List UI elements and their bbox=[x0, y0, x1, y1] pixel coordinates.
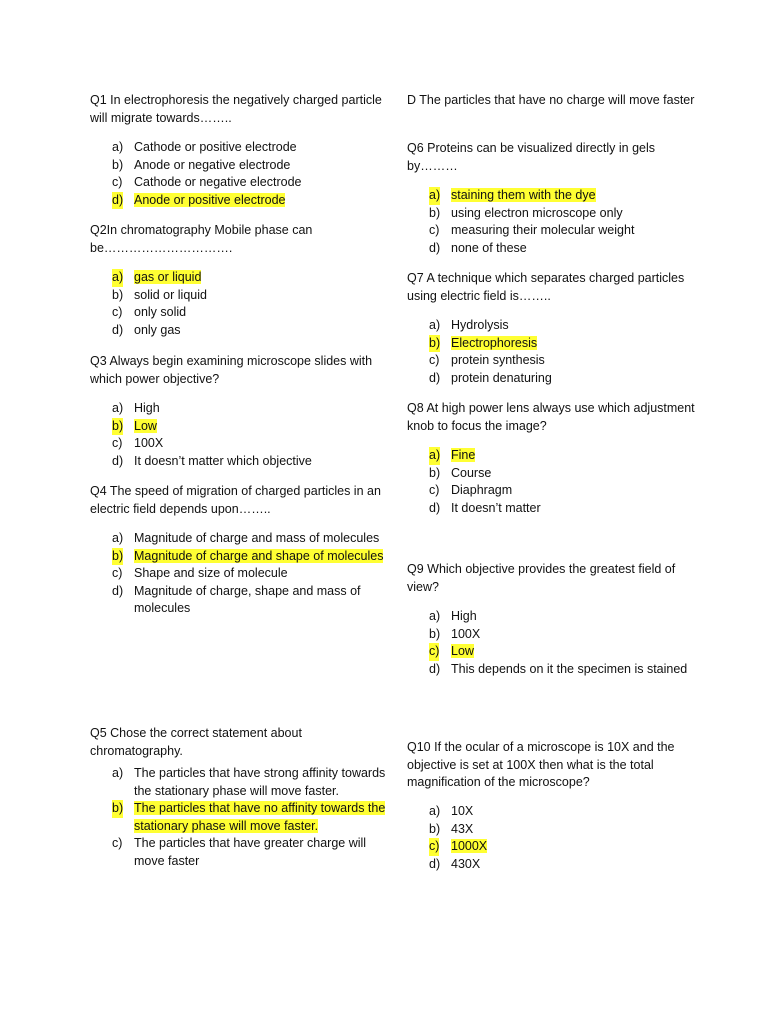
answer-option bbox=[90, 304, 390, 322]
answer-option-correct bbox=[407, 643, 697, 661]
answer-option bbox=[90, 765, 390, 800]
question-text: Q4 The speed of migration of charged particles in an electric field depends upon…….. bbox=[90, 484, 381, 516]
option-text: none of these bbox=[451, 240, 527, 255]
option-list bbox=[90, 400, 390, 470]
option-text: only gas bbox=[134, 322, 181, 337]
option-text: High bbox=[451, 609, 477, 623]
option-letter: d) bbox=[429, 240, 441, 255]
answer-option bbox=[407, 352, 697, 370]
question-text: Q6 Proteins can be visualized directly in gels by……… bbox=[407, 141, 656, 173]
question-text: Q8 At high power lens always use which adjustment knob to focus the image? bbox=[407, 401, 695, 433]
option-letter: b) bbox=[112, 800, 123, 818]
option-letter: a) bbox=[112, 269, 123, 287]
question-text: Q5 Chose the correct statement about chromatography. bbox=[90, 726, 302, 758]
option-text: 43X bbox=[451, 821, 474, 836]
option-list bbox=[90, 139, 390, 209]
option-text: gas or liquid bbox=[134, 270, 202, 284]
question-text: Q9 Which objective provides the greatest field of view? bbox=[407, 562, 676, 594]
option-letter: d) bbox=[429, 856, 441, 871]
option-letter: c) bbox=[112, 836, 123, 850]
option-list bbox=[407, 608, 697, 678]
answer-option bbox=[90, 435, 390, 453]
option-letter: a) bbox=[112, 531, 124, 545]
option-text: Cathode or negative electrode bbox=[134, 175, 302, 189]
answer-option-correct bbox=[407, 838, 697, 856]
question-text: Q3 Always begin examining microscope slides with which power objective? bbox=[90, 354, 373, 386]
option-letter: a) bbox=[429, 187, 440, 205]
answer-option bbox=[407, 856, 697, 874]
option-letter: d) bbox=[429, 370, 441, 385]
answer-option bbox=[407, 821, 697, 839]
answer-option-correct bbox=[90, 269, 390, 287]
answer-option bbox=[407, 317, 697, 335]
option-letter: c) bbox=[429, 223, 440, 237]
answer-option bbox=[90, 583, 390, 618]
answer-option bbox=[90, 835, 390, 870]
answer-option bbox=[90, 453, 390, 471]
answer-option bbox=[407, 482, 697, 500]
answer-option bbox=[90, 565, 390, 583]
option-text: only solid bbox=[134, 305, 187, 319]
option-letter: a) bbox=[112, 766, 124, 780]
answer-option bbox=[407, 222, 697, 240]
option-text: The particles that have no affinity towards the stationary phase will move faster. bbox=[134, 801, 386, 833]
option-text: using electron microscope only bbox=[451, 205, 623, 220]
option-letter: c) bbox=[429, 483, 440, 497]
answer-option bbox=[90, 400, 390, 418]
option-letter: a) bbox=[429, 804, 441, 818]
option-text: The particles that have greater charge will move faster bbox=[134, 836, 367, 868]
option-text: 10X bbox=[451, 804, 474, 818]
option-text: staining them with the dye bbox=[451, 188, 596, 202]
option-letter: a) bbox=[112, 401, 124, 415]
answer-option-correct bbox=[407, 447, 697, 465]
answer-option-correct bbox=[407, 335, 697, 353]
answer-option bbox=[407, 465, 697, 483]
option-letter: a) bbox=[429, 318, 441, 332]
option-letter: a) bbox=[112, 140, 124, 154]
question-block bbox=[90, 725, 390, 870]
option-letter: c) bbox=[429, 838, 439, 856]
option-text: Course bbox=[451, 465, 492, 480]
question-text: Q2In chromatography Mobile phase can be…………………………. bbox=[90, 223, 313, 255]
answer-option bbox=[90, 287, 390, 305]
answer-option-correct bbox=[90, 548, 390, 566]
option-text: Anode or positive electrode bbox=[134, 192, 286, 207]
question-text: Q1 In electrophoresis the negatively charged particle will migrate towards…….. bbox=[90, 93, 382, 125]
option-letter: a) bbox=[429, 447, 440, 465]
option-letter: c) bbox=[112, 566, 123, 580]
option-text: Low bbox=[451, 644, 474, 658]
option-letter: b) bbox=[112, 287, 124, 302]
option-text: 100X bbox=[134, 436, 164, 450]
answer-option bbox=[407, 500, 697, 518]
option-letter: b) bbox=[429, 821, 441, 836]
option-text: 430X bbox=[451, 856, 481, 871]
option-text: It doesn’t matter which objective bbox=[134, 453, 312, 468]
answer-option-correct bbox=[90, 800, 390, 835]
option-text: The particles that have strong affinity towards the stationary phase will move faster. bbox=[134, 766, 386, 798]
option-list bbox=[90, 530, 390, 618]
answer-option bbox=[407, 661, 697, 679]
option-text: Fine bbox=[451, 448, 476, 462]
option-text: Diaphragm bbox=[451, 483, 513, 497]
answer-option bbox=[90, 174, 390, 192]
answer-option bbox=[407, 205, 697, 223]
option-text: 1000X bbox=[451, 839, 488, 853]
question-block bbox=[407, 739, 697, 873]
option-list bbox=[407, 187, 697, 257]
option-text: It doesn’t matter bbox=[451, 500, 541, 515]
question-block bbox=[90, 483, 390, 618]
question-block bbox=[407, 92, 697, 110]
option-list bbox=[407, 803, 697, 873]
question-block bbox=[407, 400, 697, 517]
question-text: Q10 If the ocular of a microscope is 10X and the objective is set at 100X then what is the total magnification of the microscope? bbox=[407, 740, 675, 789]
option-text: Electrophoresis bbox=[451, 335, 538, 350]
option-text: Magnitude of charge, shape and mass of molecules bbox=[134, 583, 361, 615]
option-letter: b) bbox=[112, 548, 123, 566]
option-list bbox=[407, 317, 697, 387]
option-letter: d) bbox=[112, 322, 124, 337]
option-text: Shape and size of molecule bbox=[134, 566, 288, 580]
answer-option bbox=[407, 803, 697, 821]
option-text: measuring their molecular weight bbox=[451, 223, 635, 237]
question-block bbox=[90, 222, 390, 339]
option-text: Cathode or positive electrode bbox=[134, 140, 297, 154]
option-text: Hydrolysis bbox=[451, 318, 509, 332]
question-block bbox=[407, 270, 697, 387]
option-letter: b) bbox=[429, 465, 441, 480]
option-letter: d) bbox=[429, 500, 441, 515]
option-letter: d) bbox=[112, 192, 123, 210]
option-letter: b) bbox=[112, 157, 124, 172]
option-text: 100X bbox=[451, 626, 481, 641]
answer-option bbox=[407, 608, 697, 626]
answer-option bbox=[407, 370, 697, 388]
question-block bbox=[407, 140, 697, 257]
option-letter: d) bbox=[112, 583, 124, 598]
question-text: D The particles that have no charge will move faster bbox=[407, 93, 695, 107]
option-letter: d) bbox=[112, 453, 124, 468]
option-text: Magnitude of charge and shape of molecules bbox=[134, 548, 384, 563]
option-letter: c) bbox=[112, 175, 123, 189]
option-letter: c) bbox=[112, 436, 123, 450]
answer-option-correct bbox=[90, 418, 390, 436]
question-block bbox=[90, 92, 390, 209]
option-list bbox=[407, 447, 697, 517]
option-letter: b) bbox=[112, 418, 123, 436]
answer-option bbox=[90, 530, 390, 548]
option-letter: b) bbox=[429, 205, 441, 220]
answer-option bbox=[407, 240, 697, 258]
answer-option bbox=[90, 139, 390, 157]
option-text: Magnitude of charge and mass of molecules bbox=[134, 531, 380, 545]
option-list bbox=[90, 765, 390, 870]
option-letter: b) bbox=[429, 335, 440, 353]
answer-option-correct bbox=[407, 187, 697, 205]
option-text: This depends on it the specimen is stained bbox=[451, 661, 688, 676]
question-block bbox=[90, 353, 390, 470]
option-text: Anode or negative electrode bbox=[134, 157, 291, 172]
answer-option bbox=[90, 322, 390, 340]
answer-option bbox=[90, 157, 390, 175]
option-text: Low bbox=[134, 418, 157, 433]
option-letter: d) bbox=[429, 661, 441, 676]
option-letter: b) bbox=[429, 626, 441, 641]
option-letter: c) bbox=[112, 305, 123, 319]
option-letter: a) bbox=[429, 609, 441, 623]
option-text: High bbox=[134, 401, 160, 415]
option-letter: c) bbox=[429, 643, 439, 661]
option-text: protein denaturing bbox=[451, 370, 552, 385]
answer-option-correct bbox=[90, 192, 390, 210]
option-letter: c) bbox=[429, 353, 440, 367]
option-list bbox=[90, 269, 390, 339]
option-text: solid or liquid bbox=[134, 287, 207, 302]
option-text: protein synthesis bbox=[451, 353, 545, 367]
answer-option bbox=[407, 626, 697, 644]
question-block bbox=[407, 561, 697, 678]
question-text: Q7 A technique which separates charged particles using electric field is…….. bbox=[407, 271, 685, 303]
